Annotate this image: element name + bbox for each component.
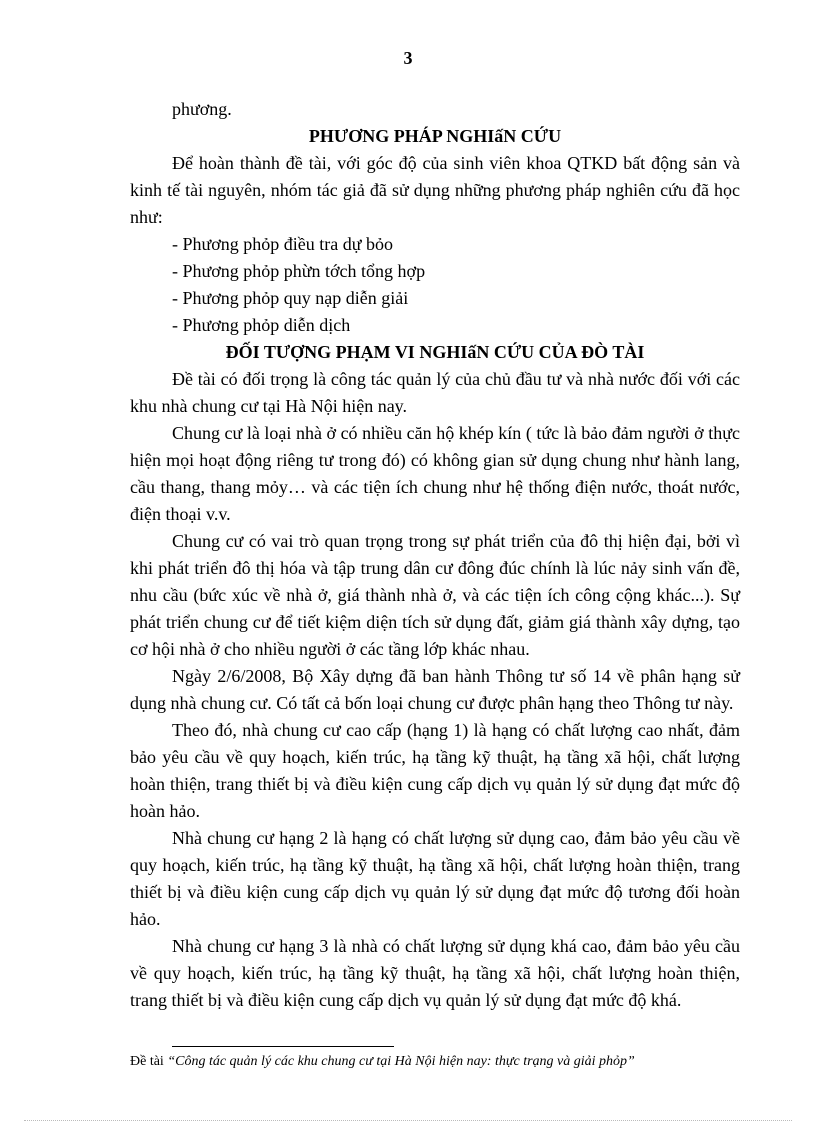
list-item: - Phương phỏp quy nạp diễn giải [172,288,409,308]
paragraph: Đề tài có đối trọng là công tác quản lý của chủ đầu tư và nhà nước đối với các khu nhà chung cư tại Hà Nội hiện nay. [130,369,740,416]
paragraph: Theo đó, nhà chung cư cao cấp (hạng 1) là hạng có chất lượng cao nhất, đảm bảo yêu cầu về quy hoạch, kiến trúc, hạ tầng kỹ thuật, hạ tầng xã hội, chất lượng hoàn thiện, trang thiết bị và điều kiện cung cấp dịch vụ quản lý sử dụng đạt mức độ hoàn hảo. [130,720,740,821]
page-number: 3 [403,48,413,68]
section-heading: PHƯƠNG PHÁP NGHIấN CỨU [308,126,562,146]
paragraph: Chung cư là loại nhà ở có nhiều căn hộ khép kín ( tức là bảo đảm người ở thực hiện mọi hoạt động riêng tư trong đó) có không gian sử dụng chung như hành lang, cầu thang, thang mỏy… và các tiện ích chung như hệ thống điện nước, thoát nước, điện thoại v.v. [130,423,740,524]
paragraph: Để hoàn thành đề tài, với góc độ của sinh viên khoa QTKD bất động sản và kinh tế tài nguyên, nhóm tác giả đã sử dụng những phương pháp nghiên cứu đã học như: [130,153,740,227]
paragraph: Ngày 2/6/2008, Bộ Xây dựng đã ban hành Thông tư số 14 về phân hạng sử dụng nhà chung cư. Có tất cả bốn loại chung cư được phân hạng theo Thông tư này. [130,666,740,713]
paragraph: phương. [172,99,232,119]
section-heading: ĐỐI TƯỢNG PHẠM VI NGHIấN CỨU CỦA ĐÒ TÀI [225,342,645,362]
footnote-title: “Công tác quản lý các khu chung cư tại Hà Nội hiện nay: thực trạng và giải phỏp” [167,1054,635,1069]
footnote [130,1054,770,1070]
page-bottom-border [24,1120,792,1121]
list-item: - Phương phỏp điều tra dự bỏo [172,234,394,254]
paragraph: Nhà chung cư hạng 3 là nhà có chất lượng sử dụng khá cao, đảm bảo yêu cầu về quy hoạch, kiến trúc, hạ tầng kỹ thuật, hạ tầng xã hội, chất lượng hoàn thiện, trang thiết bị và điều kiện cung cấp dịch vụ quản lý sử dụng đạt mức độ khá. [130,936,740,1010]
footnote-prefix: Đề tài [130,1054,168,1069]
list-item: - Phương phỏp diễn dịch [172,315,351,335]
list-item: - Phương phỏp phừn tớch tổng hợp [172,261,426,281]
footnote-divider [172,1046,394,1047]
document-body [130,96,740,1014]
paragraph: Nhà chung cư hạng 2 là hạng có chất lượng sử dụng cao, đảm bảo yêu cầu về quy hoạch, kiến trúc, hạ tầng kỹ thuật, hạ tầng xã hội, chất lượng hoàn thiện, trang thiết bị và điều kiện cung cấp dịch vụ quản lý sử dụng đạt mức độ tương đối hoàn hảo. [130,828,740,929]
paragraph: Chung cư có vai trò quan trọng trong sự phát triển của đô thị hiện đại, bởi vì khi phát triển đô thị hóa và tập trung dân cư đông đúc chính là lúc nảy sinh vấn đề, nhu cầu (bức xúc về nhà ở, giá thành nhà ở, và các tiện ích công cộng khác...). Sự phát triển chung cư để tiết kiệm diện tích sử dụng đất, giảm giá thành xây dựng, tạo cơ hội nhà ở cho nhiều người ở các tầng lớp khác nhau. [130,531,740,659]
